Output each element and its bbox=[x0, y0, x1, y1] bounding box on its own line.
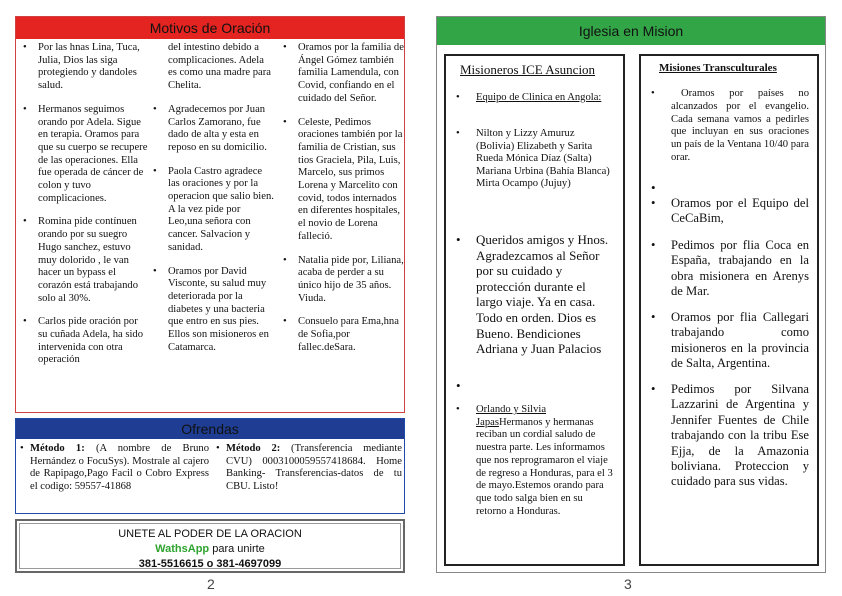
motivos-panel bbox=[15, 16, 405, 413]
bullet-icon: • bbox=[456, 378, 461, 393]
prayer-item: • Consuelo para Ema,hna de Sofia,por fallec.deSara. bbox=[283, 316, 399, 353]
prayer-item: • Por las hnas Lina, Tuca, Julia, Dios las siga protegiendo y dandoles salud. bbox=[23, 42, 140, 92]
trans-item: • Pedimos por Silvana Lazzarini de Argentina y Jennifer Fuentes de Chile trabajando con la tribu Ese Ejja, de la Amazonia boliviana. Proteccion y cuidado para sus vidas. bbox=[651, 382, 809, 489]
motivos-column-3 bbox=[280, 42, 404, 365]
iglesia-en-mision-panel bbox=[436, 16, 826, 573]
bullet-icon: • bbox=[283, 316, 287, 328]
bullet-icon: • bbox=[651, 196, 656, 210]
bullet-icon: • bbox=[651, 310, 656, 324]
prayer-item: • Carlos pide oración por su cuñada Adela, ha sido intervenida con otra operación bbox=[23, 316, 144, 366]
prayer-item: • Natalia pide por, Liliana, acaba de perder a su único hijo de 35 años. Viuda. bbox=[283, 254, 404, 304]
metodo-2-text: (Transferencia mediante CVU) 0003100059557418684. Home Banking- Transferencias-datos de tu CBU. Listo! bbox=[226, 443, 403, 492]
ofrendas-panel bbox=[15, 418, 405, 514]
unete-heading: UNETE AL PODER DE LA ORACION bbox=[118, 528, 302, 540]
trans-item: • Oramos por el Equipo del CeCaBim, bbox=[651, 196, 809, 226]
bullet-icon: • bbox=[283, 42, 287, 53]
japas-item bbox=[446, 404, 623, 518]
prayer-item: • Celeste, Pedimos oraciones también por la familia de Cristian, sus tios Graciela, Pila, Luis, Marcelo, sus primos Lorena y Marcelito con covid, todos internados en diferentes hospitales, el novio de Lorena falleció. bbox=[283, 116, 403, 242]
metodo-1-text: (A nombre de Bruno Hernández o FocuSys). Mostrale al cajero de Rapipago,Pago Facil o Cobro Express el codigo: 59557-41868 bbox=[30, 443, 209, 492]
bullet-icon: • bbox=[283, 116, 287, 128]
metodo-1-label: Método 1: bbox=[30, 443, 85, 454]
trans-intro: • Oramos por países no alcanzados por el evangelio. Cada semana vamos a pedirles que incluyan en sus oraciones un país de la Ventana 10/40 para orar. bbox=[651, 88, 809, 163]
bullet-icon: • bbox=[651, 88, 655, 99]
page-number-right: 3 bbox=[624, 576, 632, 592]
team-item: • Equipo de Clinica en Angola: bbox=[456, 92, 602, 103]
transculturales-box bbox=[639, 54, 819, 566]
bullet-icon: • bbox=[651, 180, 656, 195]
unete-panel bbox=[15, 519, 405, 573]
bullet-icon: • bbox=[456, 92, 460, 103]
prayer-item: • Romina pide contínuen orando por su suegro Hugo sanchez, estuvo muy dolorido , le van hacer un bypass el corazón está trabajando solo al 30%. bbox=[23, 216, 138, 304]
bullet-icon: • bbox=[216, 443, 220, 454]
motivos-column-1 bbox=[20, 42, 148, 378]
bullet-icon: • bbox=[456, 128, 460, 139]
bullet-icon: • bbox=[23, 316, 27, 328]
prayer-item: • Paola Castro agradece las oraciones y por la operacion que salio bien. A la vez pide por Leo,una señora con cancer. Salvacion y sanidad. bbox=[153, 165, 274, 253]
trans-item: • Pedimos por flia Coca en España, trabajando en la obra misionera en Arenys de Mar. bbox=[651, 238, 809, 299]
prayer-item: • Agradecemos por Juan Carlos Zamorano, fue dado de alta y esta en reposo en su domicilio. bbox=[153, 103, 267, 153]
metodo-2 bbox=[216, 443, 402, 493]
trans-item: • Oramos por flia Callegari trabajando como misioneros en la provincia de Salta, Argentina. bbox=[651, 310, 809, 371]
ice-title: Misioneros ICE Asuncion bbox=[460, 62, 596, 77]
prayer-item: • Oramos por David Visconte, su salud muy deteriorada por la diabetes y una bacteria que entro en sus pies. Ellos son misioneros en Catamarca. bbox=[153, 265, 269, 353]
prayer-item: • Hermanos seguimos orando por Adela. Sigue en terapia. Oramos para que su cuerpo se recupere de las operaciones. Ella fue operada de cáncer de colon y tuvo complicaciones. bbox=[23, 103, 148, 204]
whatsapp-line: WathsApp para unirte bbox=[155, 543, 265, 555]
metodo-1 bbox=[20, 443, 209, 493]
bullet-icon: • bbox=[651, 238, 656, 252]
japas-text: Hermanos y hermanas reciban un cordial saludo de nuestra parte. Les informamos que nos reprogramaron el viaje de regreso a Honduras, para el 3 de mayo.Estemos orando para que todo salga bien en su retorno a Honduras. bbox=[476, 416, 613, 517]
bullet-icon: • bbox=[20, 443, 24, 454]
team-members: • Nilton y Lizzy Amuruz (Bolivia) Elizabeth y Sarita Rueda Mónica Díaz (Salta) Mariana Urbina (Bahía Blanca) Mirta Ocampo (Jujuy) bbox=[456, 128, 610, 190]
palacios-message: • Queridos amigos y Hnos. Agradezcamos al Señor por su cuidado y protección durante el largo viaje. Ya en casa. Todo en orden. Dios es Bueno. Bendiciones Adriana y Juan Palacios bbox=[456, 232, 609, 357]
bullet-icon: • bbox=[456, 404, 460, 415]
bullet-icon: • bbox=[23, 216, 27, 228]
bullet-icon: • bbox=[23, 103, 27, 115]
bullet-icon: • bbox=[23, 42, 27, 53]
ofrendas-title: Ofrendas bbox=[16, 419, 404, 439]
bullet-icon: • bbox=[651, 382, 656, 396]
japas-name: Orlando y Silvia Japas bbox=[476, 404, 547, 428]
bullet-icon: • bbox=[153, 103, 157, 115]
page-number-left: 2 bbox=[207, 576, 215, 592]
phone-numbers: 381-5516615 o 381-4697099 bbox=[138, 558, 282, 570]
motivos-column-2 bbox=[150, 42, 275, 365]
ice-asuncion-box bbox=[444, 54, 625, 566]
bullet-icon: • bbox=[456, 232, 461, 247]
prayer-item: • Oramos por la familia de Ángel Gómez también familia Lamendula, con Covid, confiando en el cuidado del Señor. bbox=[283, 42, 404, 104]
metodo-2-label: Método 2: bbox=[226, 443, 281, 454]
whatsapp-label: WathsApp bbox=[155, 543, 210, 555]
prayer-item-continued: del intestino debido a complicaciones. Adela es como una madre para Chelita. bbox=[168, 42, 271, 92]
bullet-icon: • bbox=[153, 165, 157, 177]
mision-title: Iglesia en Mision bbox=[437, 17, 825, 45]
trans-title: Misiones Transculturales bbox=[659, 62, 777, 74]
bullet-icon: • bbox=[283, 254, 287, 266]
bullet-icon: • bbox=[153, 265, 157, 277]
motivos-title: Motivos de Oración bbox=[16, 17, 404, 39]
